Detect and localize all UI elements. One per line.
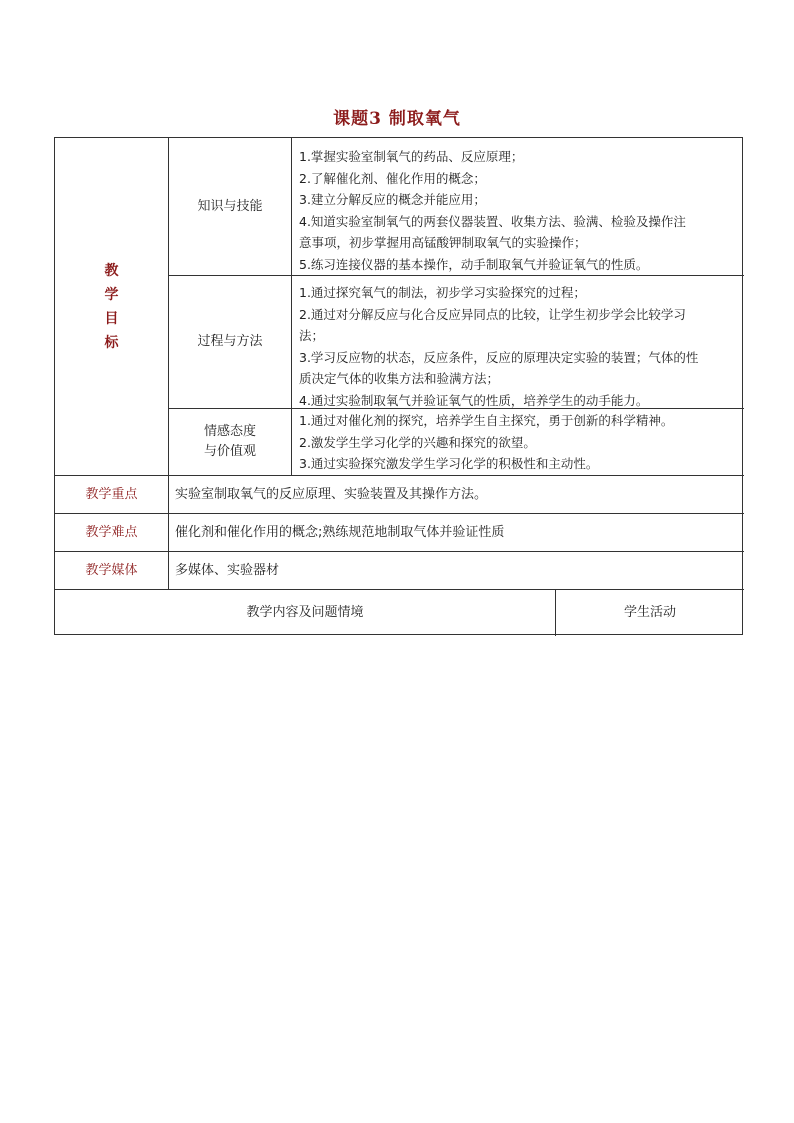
section-knowledge-skills-items (292, 138, 744, 276)
list-item: 1.通过对催化剂的探究，培养学生自主探究，勇于创新的科学精神。 (299, 413, 674, 428)
list-item: 4.通过实验制取氧气并验证氧气的性质，培养学生的动手能力。 (299, 392, 649, 408)
objectives-label-char: 学 (104, 286, 119, 303)
section-label-line: 情感态度 (203, 424, 256, 439)
media-value: 多媒体、实验器材 (169, 552, 744, 590)
content-header: 教学内容及问题情境 (55, 590, 556, 636)
section-knowledge-skills-label: 知识与技能 (169, 138, 292, 276)
page-title: 课题3 制取氧气 (333, 109, 461, 129)
section-attitudes-values-items (292, 409, 744, 476)
objectives-label (55, 138, 169, 476)
list-item: 1.通过探究氧气的制法，初步学习实验探究的过程； (299, 285, 586, 300)
list-item: 意事项，初步掌握用高锰酸钾制取氧气的实验操作； (299, 235, 587, 250)
list-item: 1.掌握实验室制氧气的药品、反应原理； (299, 149, 524, 164)
difficulties-label: 教学难点 (55, 514, 169, 552)
media-label: 教学媒体 (55, 552, 169, 590)
list-item: 3.学习反应物的状态，反应条件，反应的原理决定实验的装置；气体的性 (299, 349, 699, 365)
key-points-label: 教学重点 (55, 476, 169, 514)
section-label-line: 与价值观 (203, 444, 256, 459)
objectives-label-char: 目 (104, 310, 119, 327)
list-item: 2.通过对分解反应与化合反应异同点的比较，让学生初步学会比较学习 (299, 306, 686, 322)
objectives-label-char: 标 (104, 334, 119, 351)
activity-header: 学生活动 (623, 605, 676, 620)
section-process-methods-items (292, 276, 744, 409)
list-item: 5.练习连接仪器的基本操作，动手制取氧气并验证氧气的性质。 (299, 256, 649, 272)
lesson-plan-table (54, 137, 743, 635)
list-item: 3.通过实验探究激发学生学习化学的积极性和主动性。 (299, 456, 599, 471)
list-item: 质决定气体的收集方法和验满方法； (299, 371, 500, 386)
list-item: 2.激发学生学习化学的兴趣和探究的欲望。 (299, 434, 536, 450)
difficulties-value: 催化剂和催化作用的概念;熟练规范地制取气体并验证性质 (169, 514, 744, 552)
section-attitudes-values-label (169, 409, 292, 476)
list-item: 2.了解催化剂、催化作用的概念； (299, 170, 486, 186)
section-process-methods-label: 过程与方法 (169, 276, 292, 409)
list-item: 法； (299, 328, 325, 343)
list-item: 4.知道实验室制氧气的两套仪器装置、收集方法、验满、检验及操作注 (299, 213, 686, 229)
objectives-label-char: 教 (104, 262, 119, 279)
list-item: 3.建立分解反应的概念并能应用； (299, 192, 486, 207)
key-points-value: 实验室制取氧气的反应原理、实验装置及其操作方法。 (169, 476, 744, 514)
